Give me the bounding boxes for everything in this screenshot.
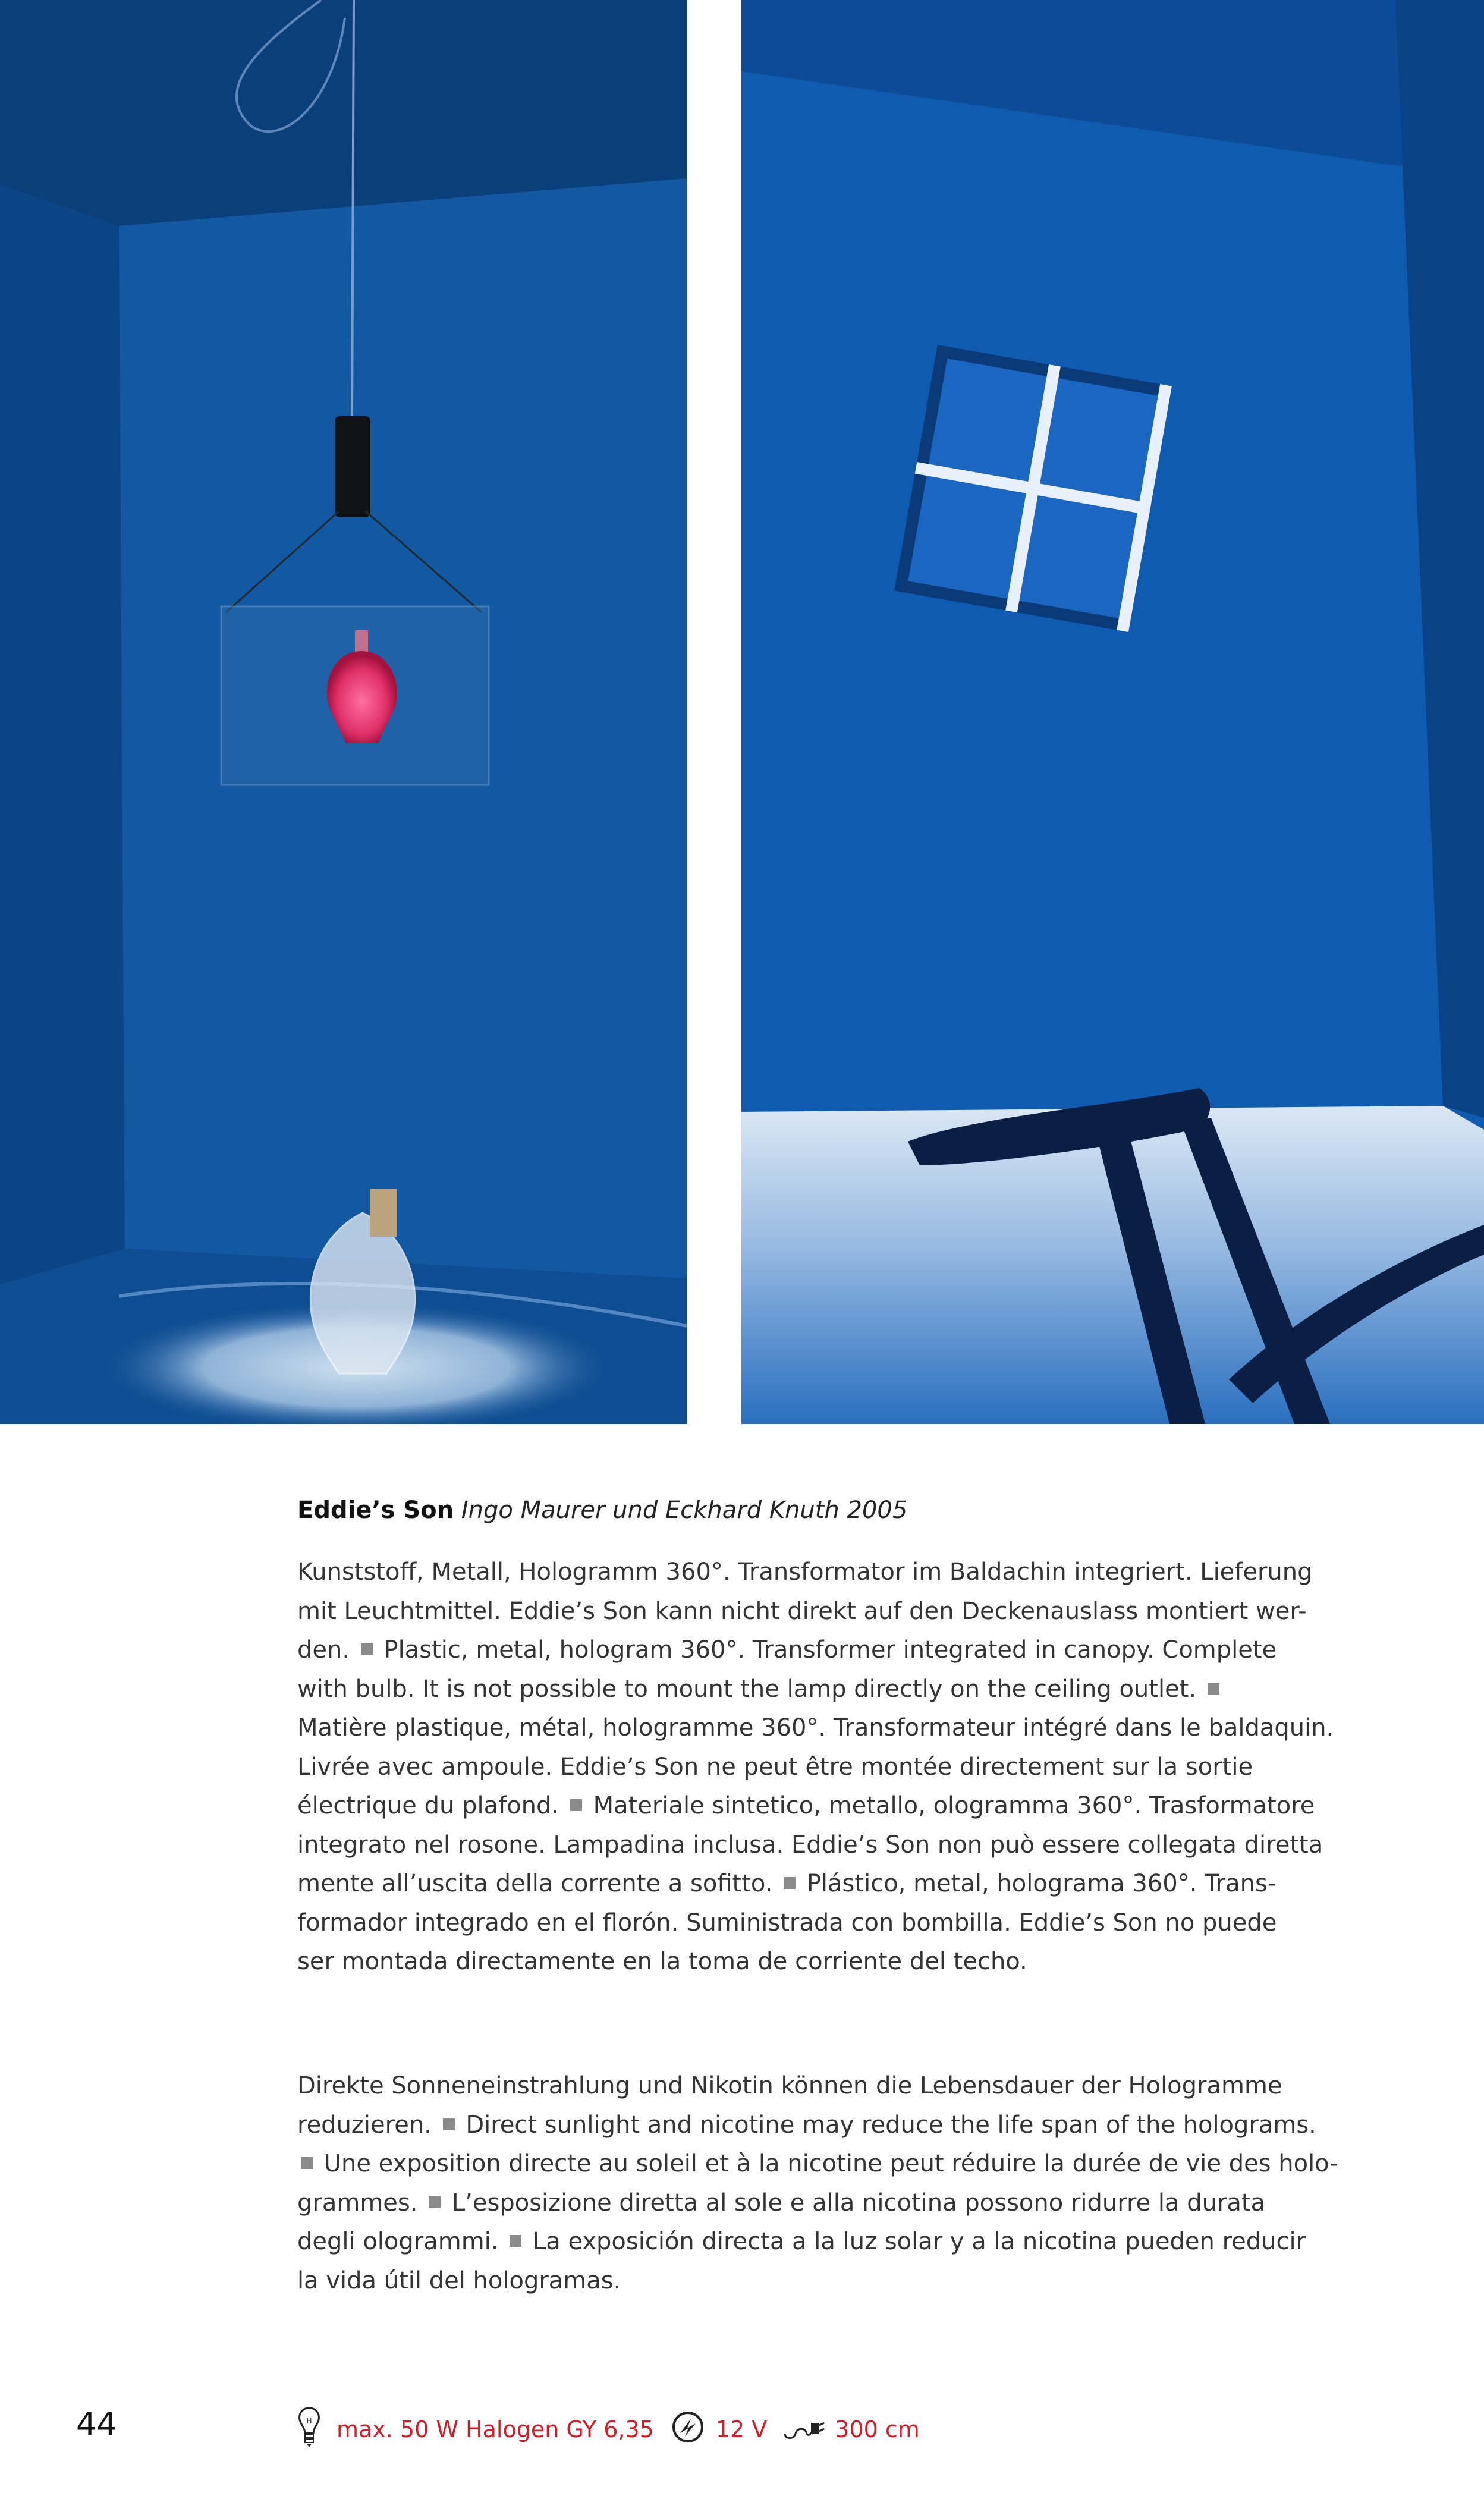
warning-line: Direkte Sonneneinstrahlung und Nikotin können die Lebensdauer der Hologramme (297, 2072, 1282, 2099)
transformer-icon (669, 2410, 706, 2449)
technical-specs (297, 2406, 920, 2453)
bulb-icon (297, 2406, 321, 2454)
separator-square-icon (301, 2157, 313, 2169)
cable-spec: 300 cm (835, 2416, 920, 2442)
separator-square-icon (443, 2118, 455, 2130)
product-description (297, 1553, 1334, 1982)
warning-line: grammes. L’esposizione diretta al sole e alla nicotina possono ridurre la durata (297, 2189, 1266, 2217)
warning-line: reduzieren. Direct sunlight and nicotine may reduce the life span of the holograms. (297, 2111, 1316, 2139)
window-chair-illustration (741, 0, 1484, 1424)
warning-line: la vida útil del hologramas. (297, 2266, 621, 2294)
description-line: Livrée avec ampoule. Eddie’s Son ne peut être montée directement sur la sortie (297, 1753, 1253, 1781)
bulb-spec: max. 50 W Halogen GY 6,35 (337, 2416, 654, 2442)
description-line: mente all’uscita della corrente a sofitto. Plástico, metal, holograma 360°. Trans- (297, 1870, 1277, 1897)
separator-square-icon (570, 1799, 582, 1811)
description-line: électrique du plafond. Materiale sintetico, metallo, ologramma 360°. Trasformatore (297, 1792, 1315, 1819)
description-line: integrato nel rosone. Lampadina inclusa. Eddie’s Son non può essere collegata diretta (297, 1831, 1323, 1859)
description-line: ser montada directamente en la toma de corriente del techo. (297, 1948, 1027, 1975)
description-line: mit Leuchtmittel. Eddie’s Son kann nicht direkt auf den Deckenauslass montiert wer- (297, 1597, 1307, 1625)
photo-lamp-room (0, 0, 687, 1424)
separator-square-icon (1208, 1683, 1219, 1695)
hologram-warning (297, 2067, 1338, 2300)
product-heading (297, 1492, 1266, 1528)
warning-line: Une exposition directe au soleil et à la nicotine peut réduire la durée de vie des holo- (297, 2145, 1266, 2184)
separator-square-icon (510, 2235, 521, 2247)
separator-square-icon (361, 1643, 373, 1655)
svg-text:H: H (306, 2416, 312, 2425)
description-line: formador integrado en el florón. Suministrada con bombilla. Eddie’s Son no puede (297, 1909, 1277, 1937)
page-number: 44 (76, 2406, 117, 2443)
product-designer: Ingo Maurer und Eckhard Knuth 2005 (461, 1497, 908, 1524)
separator-square-icon (784, 1877, 796, 1889)
photo-window-chair (741, 0, 1484, 1424)
lamp-room-illustration (0, 0, 687, 1424)
separator-square-icon (429, 2196, 441, 2208)
description-line: Kunststoff, Metall, Hologramm 360°. Transformator im Baldachin integriert. Lieferung (297, 1558, 1313, 1586)
voltage-spec: 12 V (715, 2416, 768, 2442)
product-name: Eddie’s Son (297, 1497, 454, 1524)
description-line: with bulb. It is not possible to mount the lamp directly on the ceiling outlet. (297, 1670, 1266, 1709)
description-line: den. Plastic, metal, hologram 360°. Transformer integrated in canopy. Complete (297, 1636, 1277, 1664)
cable-plug-icon (782, 2412, 825, 2447)
warning-line: degli ologrammi. La exposición directa a la luz solar y a la nicotina pueden reducir (297, 2228, 1306, 2255)
description-line: Matière plastique, métal, hologramme 360°. Transformateur intégré dans le baldaquin. (297, 1714, 1334, 1741)
